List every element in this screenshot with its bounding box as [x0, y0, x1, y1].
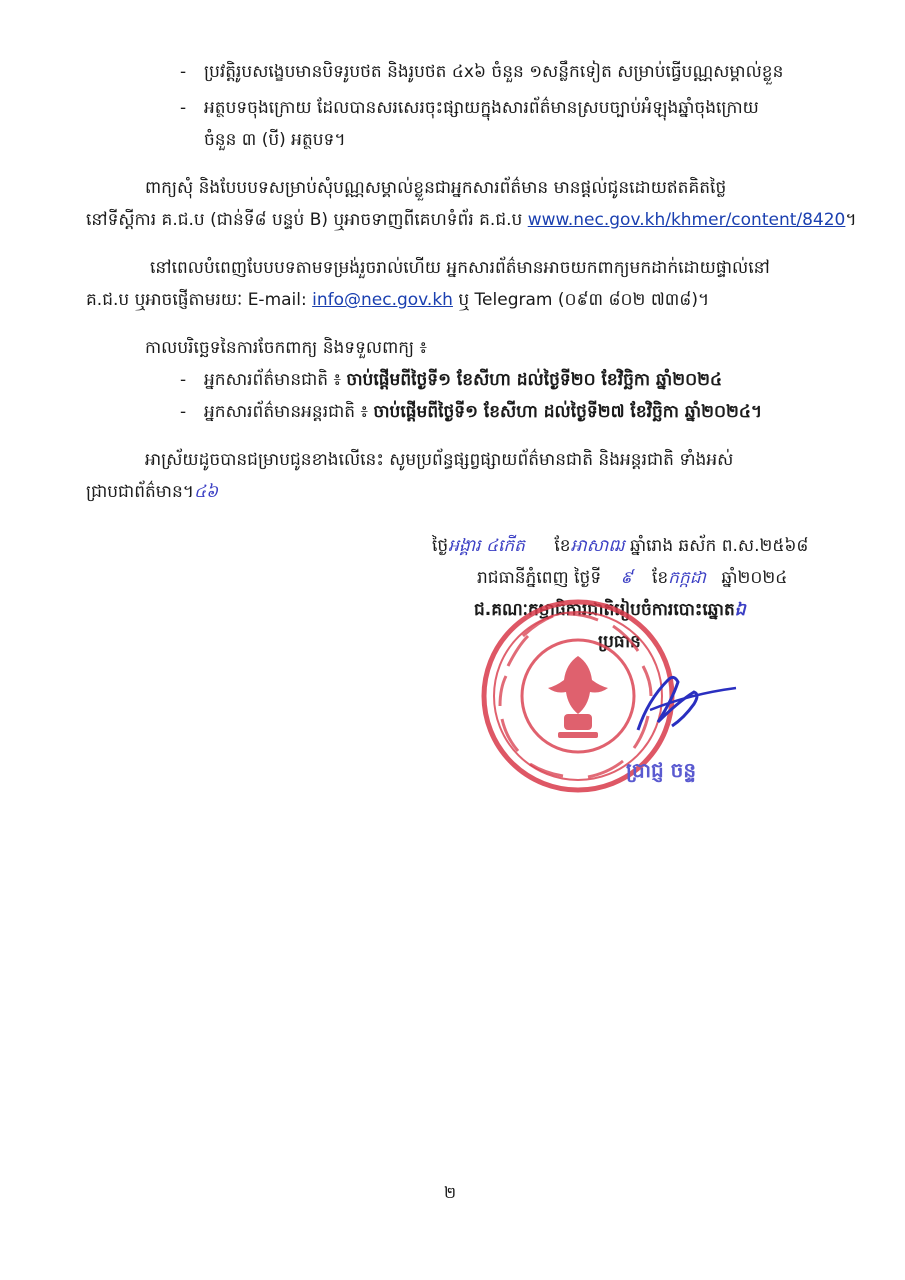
para2-line2	[86, 288, 709, 312]
org-hand: ឯ	[734, 600, 746, 620]
signer-title: ប្រធាន	[598, 632, 641, 652]
bullet-articles: អត្ថបទចុងក្រោយ ដែលបានសរសេរចុះផ្សាយក្នុងសារព័ត៌មានស្របច្បាប់អំឡុងឆ្នាំចុងក្រោយ	[204, 98, 759, 118]
bullet-dash: -	[180, 370, 187, 390]
bullet-articles-cont: ចំនួន ៣ (បី) អត្ថបទ។	[204, 130, 346, 150]
period-label: អ្នកសារព័ត៌មានជាតិ ៖	[204, 370, 347, 390]
period-value: ចាប់ផ្តើមពីថ្ងៃទី១ ខែសីហា ដល់ថ្ងៃទី២៧ ខែវិច្ឆិកា ឆ្នាំ២០២៤។	[373, 402, 763, 422]
lunar-year: ឆ្នាំរោង ឆស័ក ព.ស.២៥៦៨	[629, 536, 809, 556]
year: ឆ្នាំ២០២៤	[721, 568, 788, 588]
closing-line2	[86, 480, 218, 504]
period-heading: កាលបរិច្ឆេទនៃការចែកពាក្យ និងទទួលពាក្យ ៖	[145, 338, 427, 358]
para1-line1: ពាក្យសុំ និងបែបបទសម្រាប់សុំបណ្ណសម្គាល់ខ្លួនជាអ្នកសារព័ត៌មាន មានផ្តល់ជូនដោយឥតគិតថ្លៃ	[145, 178, 727, 198]
para2-text: គ.ជ.ប ឬអាចផ្ញើតាមរយៈ E-mail:	[86, 290, 313, 310]
period-value: ចាប់ផ្តើមពីថ្ងៃទី១ ខែសីហា ដល់ថ្ងៃទី២០ ខែវិច្ឆិកា ឆ្នាំ២០២៤	[346, 370, 723, 390]
signer-name: ប្រាជ្ញ ចន្ទ	[626, 758, 697, 782]
lunar-day-hand: អង្គារ ៤កើត	[448, 536, 525, 556]
bullet-dash: -	[180, 402, 187, 422]
place-day: រាជធានីភ្នំពេញ ថ្ងៃទី	[477, 568, 602, 588]
period-label: អ្នកសារព័ត៌មានអន្តរជាតិ ៖	[204, 402, 374, 422]
closing-text: ជ្រាបជាព័ត៌មាន។	[86, 482, 194, 502]
month-hand: កក្កដា	[668, 568, 706, 588]
period-item-international	[204, 400, 762, 424]
handwritten-mark: ៤៦	[194, 482, 219, 502]
para1-end: ។	[845, 210, 857, 230]
para2-line1: នៅពេលបំពេញបែបបទតាមទម្រង់រួចរាល់ហើយ អ្នកសារព័ត៌មានអាចយកពាក្យមកដាក់ដោយផ្ទាល់នៅ	[150, 258, 770, 278]
closing-line1: អាស្រ័យដូចបានជម្រាបជូនខាងលើនេះ សូមប្រព័ន្ធផ្សព្វផ្សាយព័ត៌មានជាតិ និងអន្តរជាតិ ទាំងអស់	[145, 450, 734, 470]
period-item-national	[204, 368, 722, 392]
lunar-prefix: ថ្ងៃ	[432, 536, 449, 556]
day-hand: ៩	[620, 568, 633, 588]
lunar-date	[432, 534, 808, 558]
bullet-dash: -	[180, 98, 187, 118]
solar-date	[477, 566, 787, 590]
nec-url-link[interactable]: www.nec.gov.kh/khmer/content/8420	[527, 210, 846, 230]
para1-line2	[86, 208, 857, 232]
para2-end: ឬ Telegram (០៩៣ ៨០២ ៧៣៨)។	[452, 290, 710, 310]
org-name: ជ.គណៈកម្មាធិការជាតិរៀបចំការបោះឆ្នោត	[474, 600, 735, 620]
signature-icon	[620, 660, 740, 740]
email-link[interactable]: info@nec.gov.kh	[312, 290, 453, 310]
bullet-dash: -	[180, 62, 187, 82]
lunar-month-prefix: ខែ	[554, 536, 571, 556]
month-prefix: ខែ	[651, 568, 669, 588]
para1-text: នៅទីស្តីការ គ.ជ.ប (ជាន់ទី៨ បន្ទប់ B) ឬអាចទាញពីគេហទំព័រ គ.ជ.ប	[86, 210, 528, 230]
bullet-photo: ប្រវត្តិរូបសង្ខេបមានបិទរូបថត និងរូបថត ៤x៦ ចំនួន ១សន្លឹកទៀត សម្រាប់ធ្វើបណ្ណសម្គាល់ខ្លួន	[204, 62, 784, 82]
page-number: ២	[444, 1183, 457, 1202]
lunar-month-hand: អាសាឍ	[570, 536, 625, 556]
